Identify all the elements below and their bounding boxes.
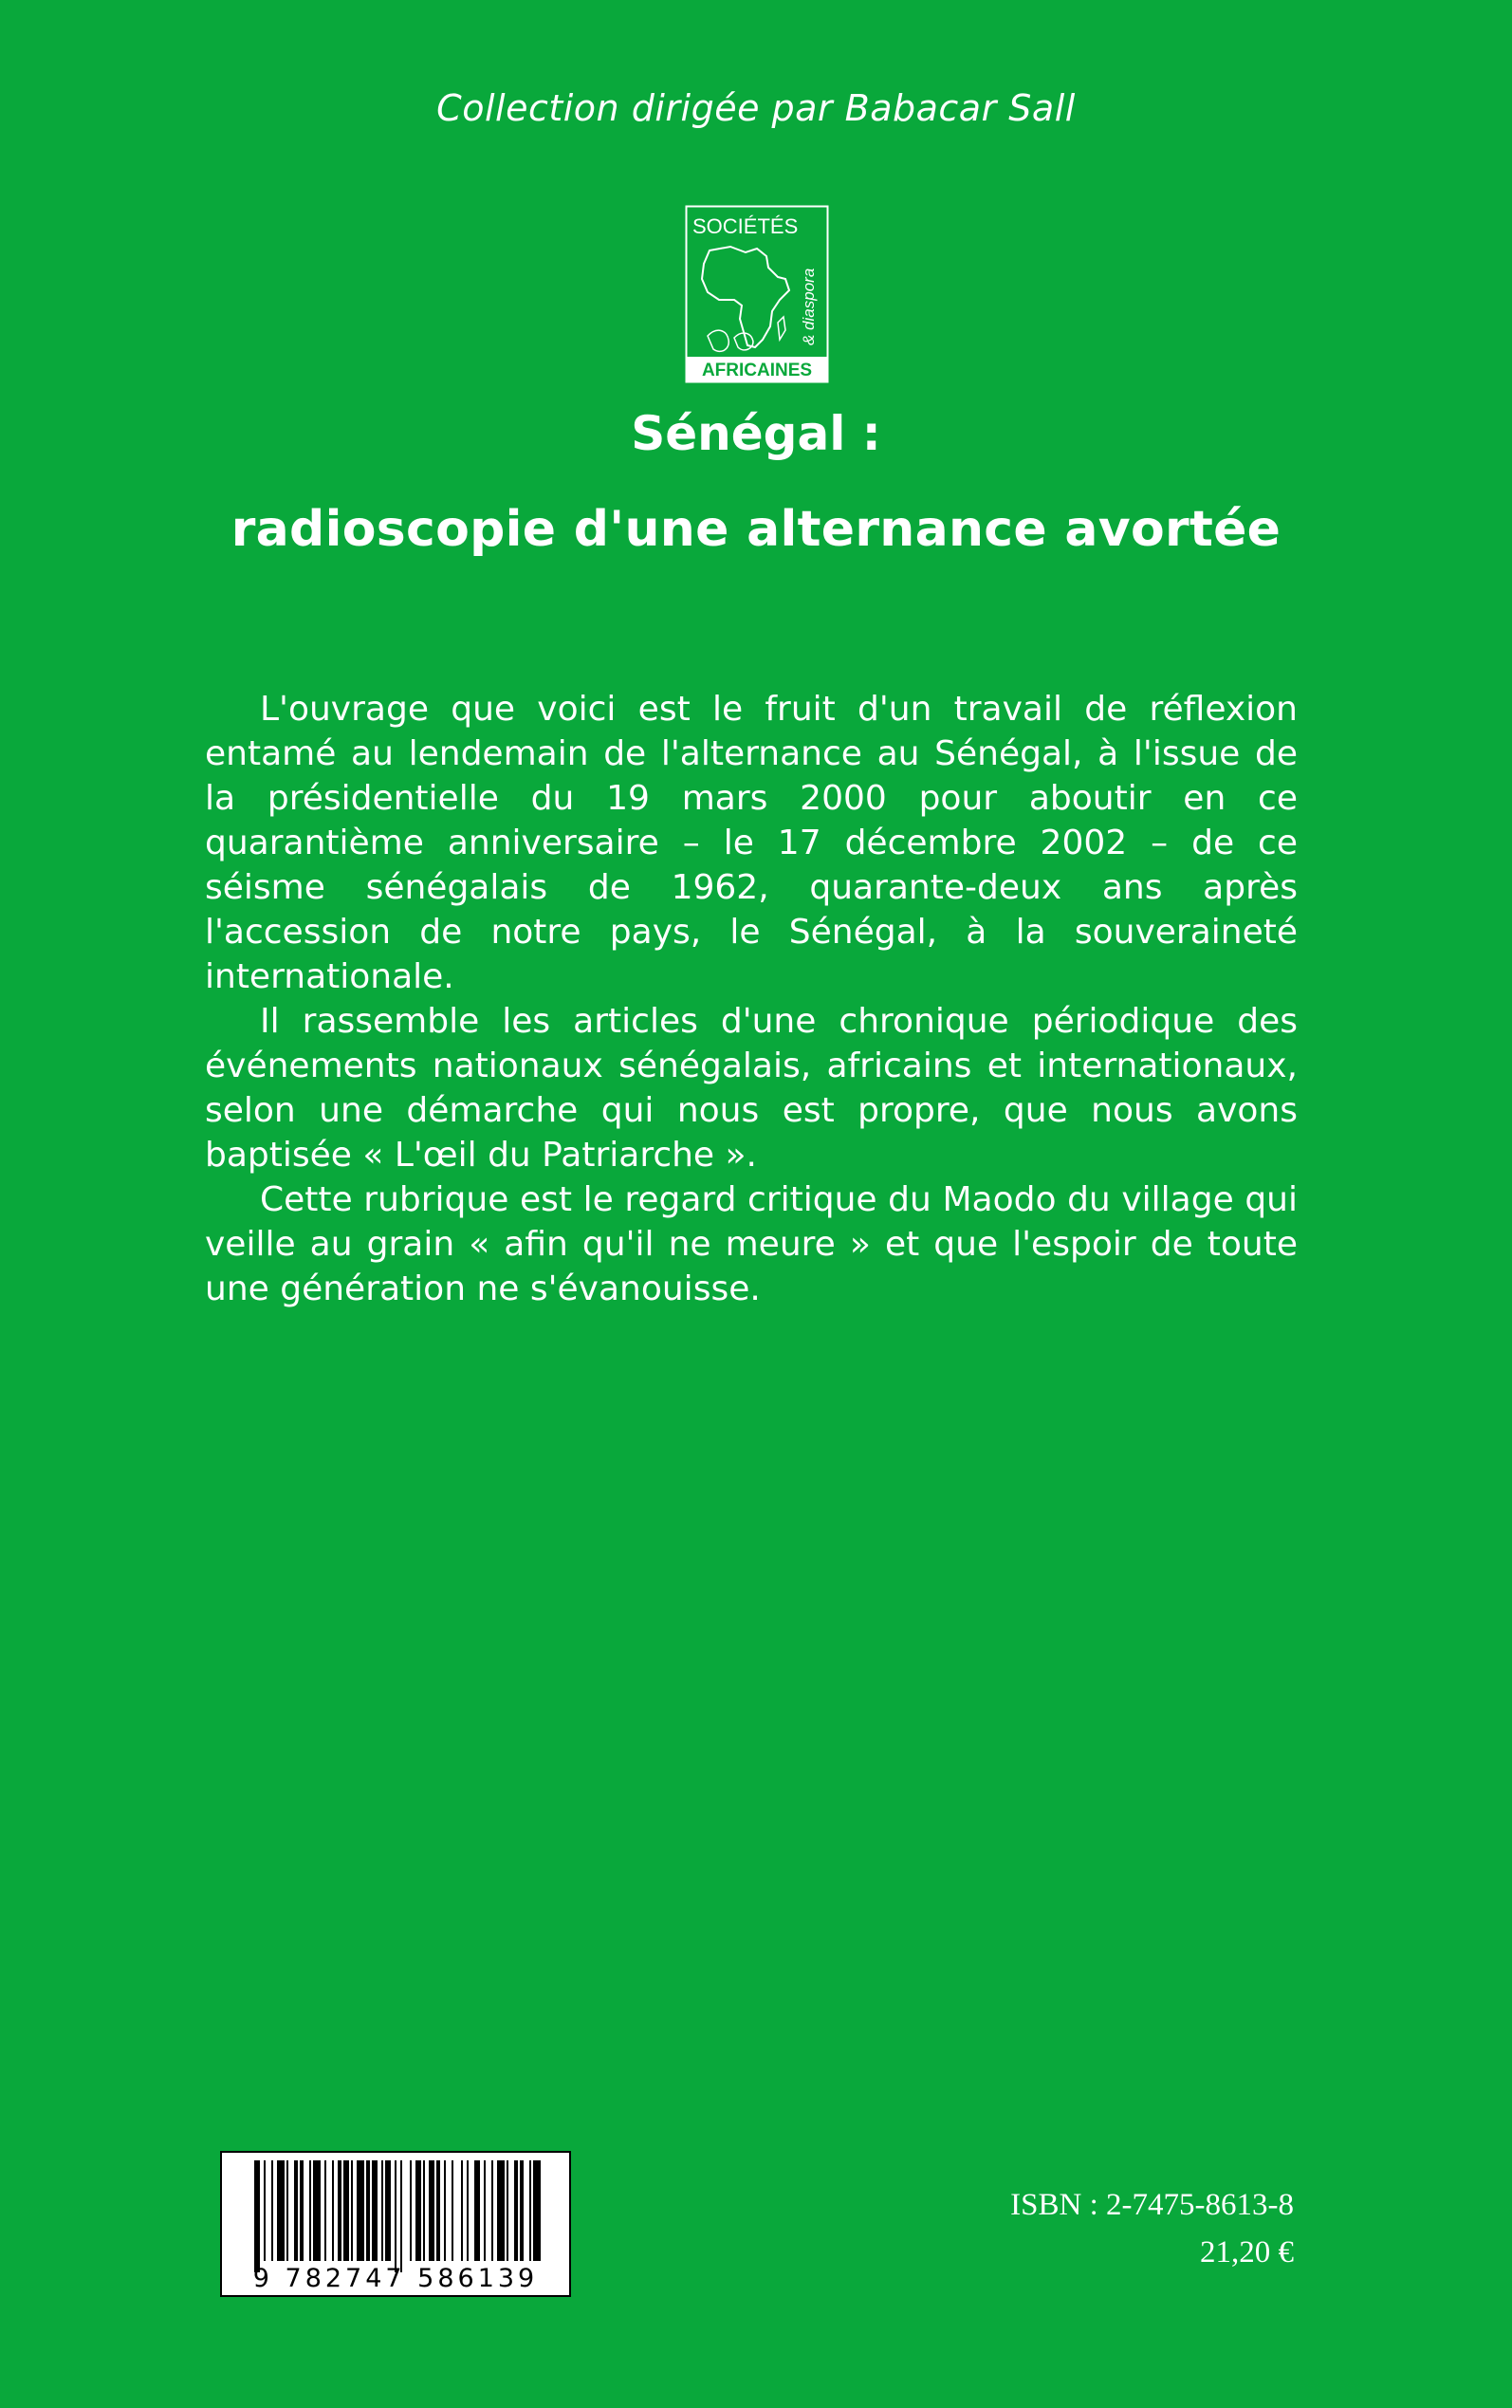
barcode-bar	[385, 2160, 391, 2261]
barcode-bar	[366, 2160, 370, 2261]
barcode-bar	[497, 2160, 505, 2261]
barcode-bar	[423, 2160, 425, 2261]
logo-top-text: SOCIÉTÉS	[692, 214, 799, 238]
barcode-bar	[474, 2160, 480, 2261]
barcode-bar	[415, 2160, 421, 2261]
barcode-bar	[452, 2160, 453, 2261]
barcode-bar	[484, 2160, 486, 2261]
isbn-number: ISBN : 2-7475-8613-8	[1010, 2188, 1294, 2222]
barcode-bar	[381, 2160, 383, 2261]
barcode-bar	[529, 2160, 531, 2261]
barcode-bar	[264, 2160, 266, 2261]
barcode-bar	[514, 2160, 518, 2261]
barcode-bar	[520, 2160, 524, 2261]
barcode	[220, 2151, 571, 2297]
barcode-bar	[294, 2160, 298, 2261]
barcode-bar	[357, 2160, 364, 2261]
book-title: Sénégal :	[631, 406, 881, 461]
barcode-bar	[332, 2160, 334, 2261]
barcode-bar	[324, 2160, 326, 2261]
barcode-bar	[410, 2160, 412, 2261]
barcode-bar	[372, 2160, 378, 2261]
logo-bottom-text: AFRICAINES	[701, 361, 813, 380]
barcode-bar	[313, 2160, 321, 2261]
barcode-bar	[429, 2160, 434, 2261]
paragraph-3: Cette rubrique est le regard critique du Maodo du village qui veille au grain « afin qu'il ne meure » et que l'espoir de toute une génération ne s'évanouisse.	[205, 1180, 1298, 1308]
paragraph-1: L'ouvrage que voici est le fruit d'un travail de réflexion entamé au lendemain de l'alternance au Sénégal, à l'issue de la présidentielle du 19 mars 2000 pour aboutir en ce quarantième anniversaire – le 17 décembre 2002 – de ce séisme sénégalais de 1962, quarante-deux ans après l'accession de notre pays, le Sénégal, à la souveraineté internationale.	[205, 690, 1298, 996]
barcode-digits: 9 782747 586139	[252, 2264, 539, 2293]
barcode-bar	[271, 2160, 273, 2261]
barcode-bar	[467, 2160, 469, 2261]
logo-side-text: & diaspora	[800, 268, 818, 345]
book-subtitle: radioscopie d'une alternance avortée	[230, 501, 1282, 558]
barcode-bar	[277, 2160, 285, 2261]
africa-map-icon	[685, 205, 829, 383]
barcode-bar	[309, 2160, 311, 2261]
barcode-bar	[461, 2160, 463, 2261]
barcode-bar	[395, 2160, 396, 2272]
barcode-bar	[338, 2160, 341, 2261]
barcode-bar	[444, 2160, 446, 2261]
barcode-bar	[491, 2160, 493, 2261]
series-logo	[685, 205, 829, 383]
barcode-bar	[351, 2160, 353, 2261]
back-cover-text	[205, 687, 1298, 1311]
barcode-bar	[343, 2160, 349, 2261]
barcode-bar	[400, 2160, 402, 2272]
barcode-bar	[300, 2160, 304, 2261]
price: 21,20 €	[1200, 2235, 1294, 2269]
barcode-bar	[286, 2160, 288, 2261]
barcode-bar	[436, 2160, 440, 2261]
barcode-bar	[254, 2160, 260, 2272]
barcode-bar	[507, 2160, 508, 2261]
barcode-bar	[533, 2160, 541, 2261]
paragraph-2: Il rassemble les articles d'une chronique périodique des événements nationaux sénégalais, africains et internationaux, selon une démarche qui nous est propre, que nous avons baptisée « L'œil du Patriarche ».	[205, 1002, 1298, 1175]
collection-editor: Collection dirigée par Babacar Sall	[436, 87, 1076, 129]
